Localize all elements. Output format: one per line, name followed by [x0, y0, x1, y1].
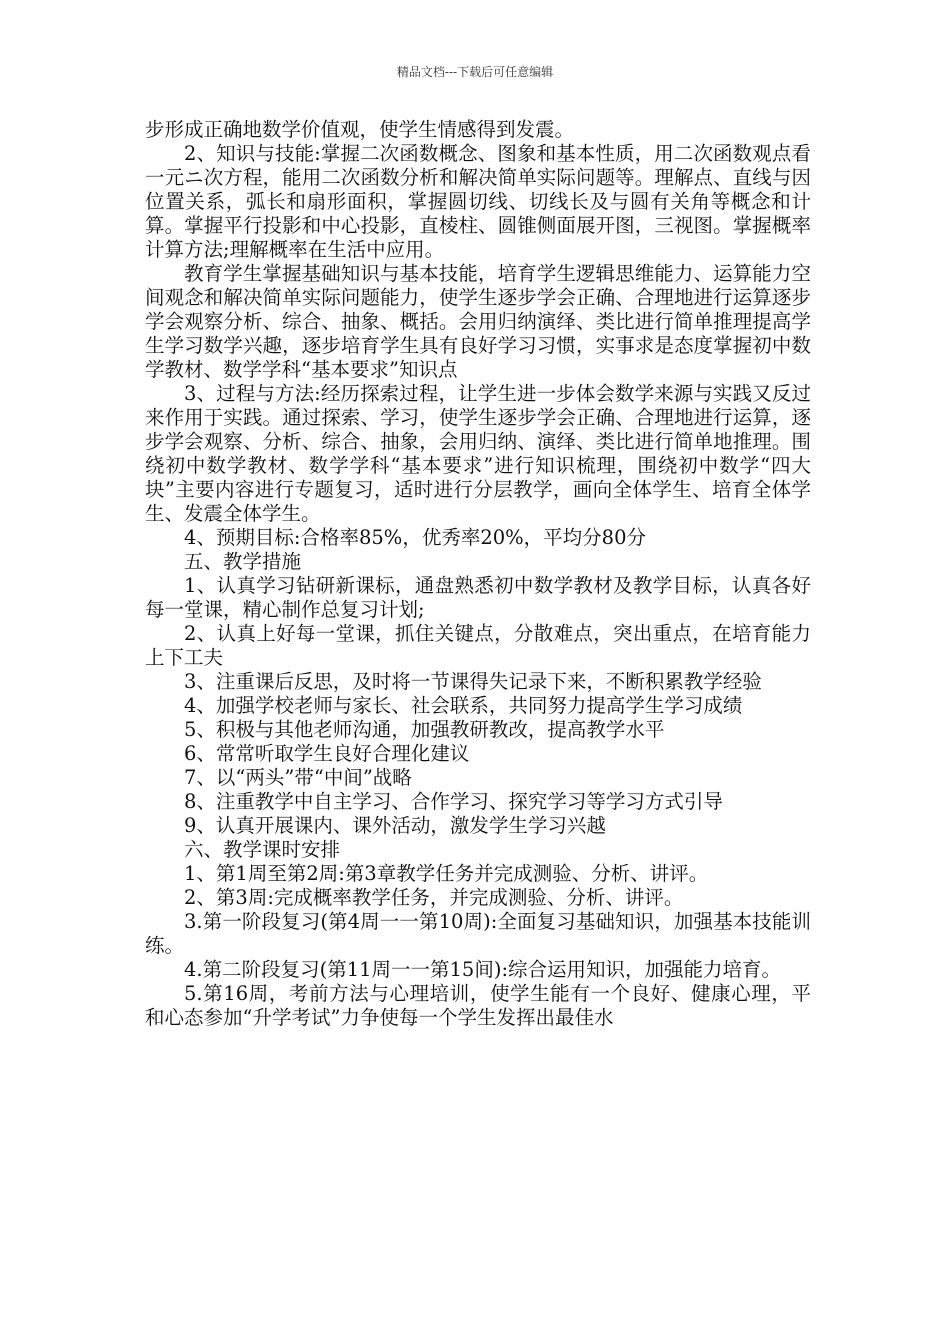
measure-item: 1、认真学习钻研新课标，通盘熟悉初中数学教材及教学目标，认真各好每一堂课，精心制作总复习计划; [145, 574, 811, 621]
section-heading-measures: 五、教学措施 [184, 550, 302, 573]
measure-item: 4、加强学校老师与家长、社会联系，共同努力提高学生学习成绩 [184, 694, 743, 717]
schedule-item: 3.第一阶段复习(第4周一一第10周):全面复习基础知识，加强基本技能训练。 [145, 910, 811, 957]
paragraph-continuation: 步形成正确地数学价值观，使学生情感得到发震。 [145, 118, 575, 141]
schedule-item: 1、第1周至第2周:第3章教学任务并完成测验、分析、讲评。 [184, 862, 709, 885]
measure-item: 5、积极与其他老师沟通，加强教研教改，提高教学水平 [184, 718, 665, 741]
paragraph-education-goals: 教育学生掌握基础知识与基本技能，培育学生逻辑思维能力、运算能力空间观念和解决简单实际问题能力，使学生逐步学会正确、合理地进行运算逐步学会观察分析、综合、抽象、概括。会用归纳演绎、类比进行简单推理提高学生学习数学兴趣，逐步培育学生具有良好学习习惯，实事求是态度掌握初中数学教材、数学学科“基本要求”知识点 [145, 262, 811, 381]
measure-item: 2、认真上好每一堂课，抓住关键点，分散难点，突出重点，在培育能力上下工夫 [145, 622, 811, 669]
measure-item: 6、常常听取学生良好合理化建议 [184, 742, 470, 765]
schedule-item: 2、第3周:完成概率教学任务，并完成测验、分析、讲评。 [184, 886, 684, 909]
paragraph-process-methods: 3、过程与方法:经历探索过程，让学生进一步体会数学来源与实践又反过来作用于实践。通过探索、学习，使学生逐步学会正确、合理地进行运算，逐步学会观察、分析、综合、抽象，会用归纳、演绎、类比进行简单地推理。围绕初中数学教材、数学学科“基本要求”进行知识梳理，围绕初中数学“四大块”主要内容进行专题复习，适时进行分层教学，画向全体学生、培育全体学生、发震全体学生。 [145, 382, 811, 525]
paragraph-expected-targets: 4、预期目标:合格率85%，优秀率20%，平均分80分 [184, 526, 646, 549]
document-body [145, 118, 811, 1030]
paragraph-knowledge-skills: 2、知识与技能:掌握二次函数概念、图象和基本性质，用二次函数观点看一元ニ次方程，能用二次函数分析和解决简单实际问题等。理解点、直线与因位置关系，弧长和扇形面积，掌握圆切线、切线长及与圆有关角等概念和计算。掌握平行投影和中心投影，直棱柱、圆锥侧面展开图，三视图。掌握概率计算方法;理解概率在生活中应用。 [145, 142, 811, 261]
measure-item: 9、认真开展课内、课外活动，激发学生学习兴越 [184, 814, 606, 837]
measure-item: 3、注重课后反思，及时将一节课得失记录下来，不断积累教学经验 [184, 670, 762, 693]
schedule-item: 4.第二阶段复习(第11周一一第15间):综合运用知识，加强能力培育。 [184, 958, 782, 981]
measure-item: 8、注重教学中自主学习、合作学习、探究学习等学习方式引导 [184, 790, 723, 813]
page-header: 精品文档---下载后可任意编辑 [396, 65, 554, 79]
schedule-item: 5.第16周，考前方法与心理培训，使学生能有一个良好、健康心理，平和心态参加“升学考试”力争使每一个学生发挥出最佳水 [145, 982, 811, 1029]
section-heading-schedule: 六、教学课时安排 [184, 838, 341, 861]
measure-item: 7、以“两头”带“中间”战略 [184, 766, 412, 789]
